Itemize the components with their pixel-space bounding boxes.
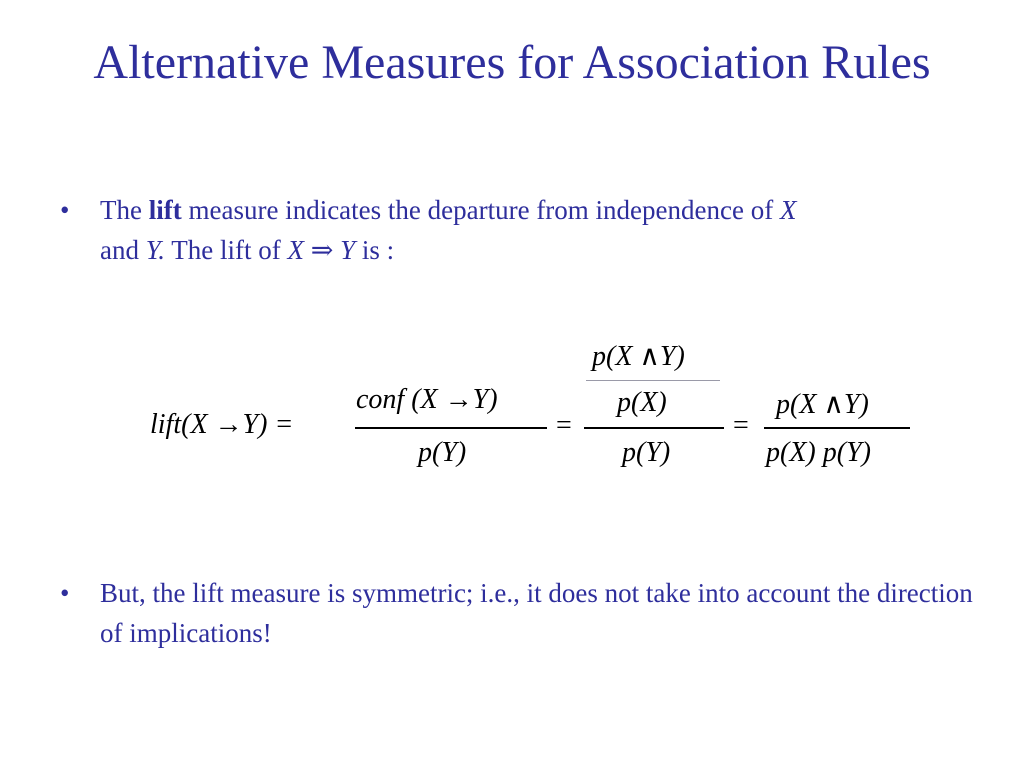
bullet-dot: • [60,578,70,608]
variable-y: Y. [145,235,166,265]
fraction3-bar [764,427,910,429]
implies-symbol: ⇒ [304,235,341,265]
slide-title: Alternative Measures for Association Rules [93,36,931,89]
variable-x: X [287,235,305,265]
variable-x: X [779,195,797,225]
fraction3-denominator: p(X) p(Y) [766,437,871,468]
fraction1-denominator: p(Y) [418,437,467,468]
fraction2-bar [584,427,724,429]
formula-lhs: lift(X →Y) = [150,409,294,440]
fraction3-numerator: p(X ∧Y) [776,389,869,420]
fraction1-bar [355,427,547,429]
text-segment: The [100,195,149,225]
fraction1-numerator: conf (X →Y) [356,384,498,415]
text-segment: The lift of [165,235,288,265]
fraction2-inner-denominator: p(X) [617,387,667,418]
bullet-dot: • [60,195,70,225]
text-segment: is : [355,235,395,265]
variable-y: Y [340,235,356,265]
fraction2-denominator: p(Y) [622,437,671,468]
bold-term-lift: lift [148,195,182,225]
equals-sign: = [733,410,749,441]
bullet-text: But, the lift measure is symmetric; i.e., it does not take into account the direction of implications! [100,578,973,648]
fraction2-inner-numerator: p(X ∧Y) [592,341,685,372]
equals-sign: = [556,410,572,441]
text-segment: measure indicates the departure from independence of [181,195,780,225]
text-segment: and [100,235,146,265]
fraction2-inner-bar [586,380,720,381]
